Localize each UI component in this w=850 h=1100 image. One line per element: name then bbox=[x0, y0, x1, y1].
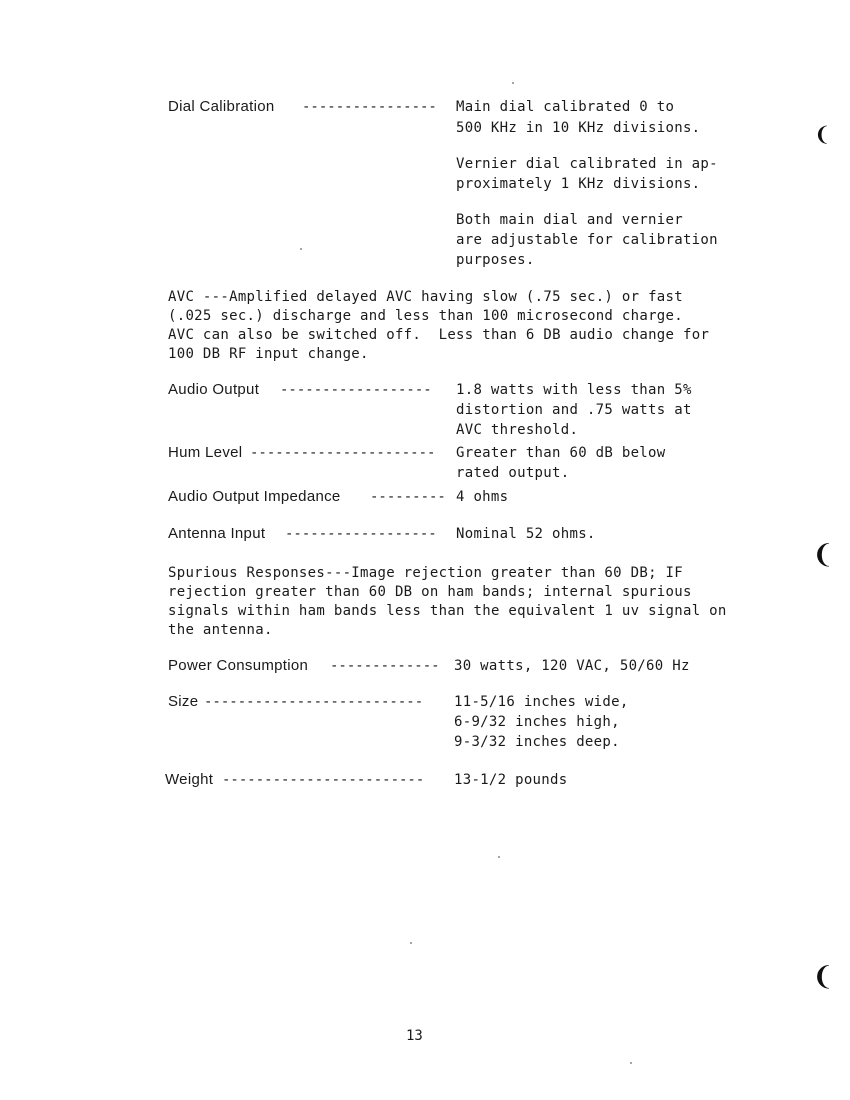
scan-speck bbox=[410, 942, 412, 944]
audio-impedance-leader: --------- bbox=[370, 489, 446, 505]
audio-output-leader: ------------------ bbox=[280, 382, 432, 398]
dial-calibration-value-line: proximately 1 KHz divisions. bbox=[456, 176, 701, 192]
avc-paragraph-line: AVC can also be switched off. Less than 6 DB audio change for bbox=[168, 327, 710, 343]
size-value-line: 6-9/32 inches high, bbox=[454, 714, 620, 730]
scan-speck bbox=[300, 248, 302, 250]
dial-calibration-value-line: Main dial calibrated 0 to bbox=[456, 99, 675, 115]
scan-speck bbox=[630, 1062, 632, 1064]
dial-calibration-value-line: purposes. bbox=[456, 252, 535, 268]
antenna-input-value: Nominal 52 ohms. bbox=[456, 526, 596, 542]
dial-calibration-value-line: are adjustable for calibration bbox=[456, 232, 718, 248]
binding-mark-icon: ❨ bbox=[814, 122, 831, 146]
size-value-line: 11-5/16 inches wide, bbox=[454, 694, 629, 710]
antenna-input-leader: ------------------ bbox=[285, 526, 437, 542]
spurious-paragraph-line: signals within ham bands less than the equivalent 1 uv signal on bbox=[168, 603, 727, 619]
avc-paragraph-line: AVC ---Amplified delayed AVC having slow (.75 sec.) or fast bbox=[168, 289, 683, 305]
audio-output-label: Audio Output bbox=[168, 381, 260, 398]
hum-level-leader: ---------------------- bbox=[250, 445, 436, 461]
page-number: 13 bbox=[406, 1028, 423, 1044]
dial-calibration-leader: ---------------- bbox=[302, 99, 437, 115]
binding-mark-icon: ❨ bbox=[812, 962, 834, 992]
avc-paragraph-line: 100 DB RF input change. bbox=[168, 346, 369, 362]
power-consumption-value: 30 watts, 120 VAC, 50/60 Hz bbox=[454, 658, 690, 674]
hum-level-value-line: Greater than 60 dB below bbox=[456, 445, 666, 461]
size-leader: -------------------------- bbox=[204, 694, 424, 710]
spurious-paragraph-line: the antenna. bbox=[168, 622, 273, 638]
binding-mark-icon: ❨ bbox=[812, 540, 834, 570]
weight-value: 13-1/2 pounds bbox=[454, 772, 568, 788]
audio-output-value-line: distortion and .75 watts at bbox=[456, 402, 692, 418]
weight-leader: ------------------------ bbox=[222, 772, 425, 788]
scan-speck bbox=[498, 856, 500, 858]
hum-level-value-line: rated output. bbox=[456, 465, 570, 481]
dial-calibration-value-line: 500 KHz in 10 KHz divisions. bbox=[456, 120, 701, 136]
size-value-line: 9-3/32 inches deep. bbox=[454, 734, 620, 750]
audio-output-value-line: 1.8 watts with less than 5% bbox=[456, 382, 692, 398]
audio-impedance-value: 4 ohms bbox=[456, 489, 509, 505]
avc-paragraph-line: (.025 sec.) discharge and less than 100 microsecond charge. bbox=[168, 308, 683, 324]
audio-output-value-line: AVC threshold. bbox=[456, 422, 579, 438]
audio-impedance-label: Audio Output Impedance bbox=[168, 488, 341, 505]
dial-calibration-value-line: Vernier dial calibrated in ap- bbox=[456, 156, 718, 172]
weight-label: Weight bbox=[165, 771, 214, 788]
dial-calibration-label: Dial Calibration bbox=[168, 98, 275, 115]
scan-speck bbox=[512, 82, 514, 84]
hum-level-label: Hum Level bbox=[168, 444, 243, 461]
spurious-paragraph-line: rejection greater than 60 DB on ham bands; internal spurious bbox=[168, 584, 692, 600]
antenna-input-label: Antenna Input bbox=[168, 525, 266, 542]
power-consumption-label: Power Consumption bbox=[168, 657, 309, 674]
spurious-paragraph-line: Spurious Responses---Image rejection greater than 60 DB; IF bbox=[168, 565, 683, 581]
power-consumption-leader: ------------- bbox=[330, 658, 440, 674]
size-label: Size bbox=[168, 693, 199, 710]
dial-calibration-value-line: Both main dial and vernier bbox=[456, 212, 683, 228]
